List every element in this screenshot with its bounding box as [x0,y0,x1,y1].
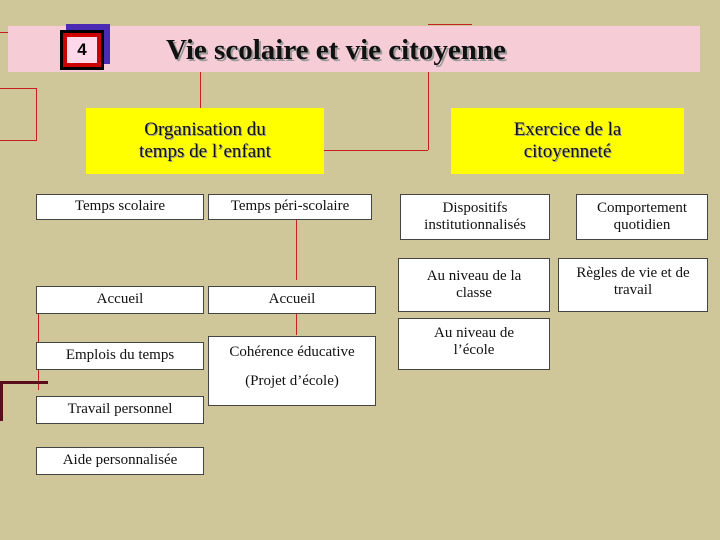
box-label: quotidien [613,217,671,233]
slide-number-badge [60,30,104,70]
organisation-temps-header [86,108,324,174]
travail-personnel-box [36,396,204,424]
accueil-periscolaire-box [208,286,376,314]
box-label: Temps péri-scolaire [230,198,350,215]
box-label: classe [456,285,492,301]
slide-title: Vie scolaire et vie citoyenne [166,33,506,66]
box-label: Emplois du temps [65,347,175,364]
connector-line [428,24,472,25]
regles-de-vie-box [558,258,708,312]
box-label: Au niveau de la [426,267,522,284]
box-label: (Projet d’école) [245,373,339,390]
dispositifs-box [400,194,550,240]
exercice-citoyennete-header [451,108,684,174]
header-line: citoyenneté [523,141,612,162]
box-label: Temps scolaire [74,198,166,215]
box-label: Au niveau de [434,325,514,341]
connector-line [0,88,36,89]
box-label: Règles de vie et de [576,265,690,281]
box-label: institutionnalisés [424,217,526,233]
temps-scolaire-box [36,194,204,220]
connector-line [296,220,297,280]
box-label: l’école [453,342,495,359]
accueil-scolaire-box [36,286,204,314]
connector-line-dark [0,381,48,384]
box-label: Accueil [268,291,316,308]
emplois-du-temps-box [36,342,204,370]
connector-line-dark [0,381,3,421]
box-label: Dispositifs [442,199,508,216]
temps-periscolaire-box [208,194,372,220]
comportement-box [576,194,708,240]
niveau-ecole-box [398,318,550,370]
coherence-educative-box [208,336,376,406]
connector-line [0,140,37,141]
connector-line [36,88,37,140]
aide-personnalisee-box [36,447,204,475]
header-line: Organisation du [144,119,266,141]
box-label: Accueil [96,291,144,308]
connector-line [348,150,428,151]
box-label: Comportement [597,199,687,216]
header-line: temps de l’enfant [139,141,271,162]
box-label: Travail personnel [67,401,173,418]
slide-number: 4 [67,37,97,63]
header-line: Exercice de la [513,119,622,141]
connector-line [200,72,201,108]
box-label: Cohérence éducative [229,344,355,360]
niveau-classe-box [398,258,550,312]
box-label: travail [613,282,653,299]
connector-line [428,72,429,150]
box-label: Aide personnalisée [62,452,178,469]
